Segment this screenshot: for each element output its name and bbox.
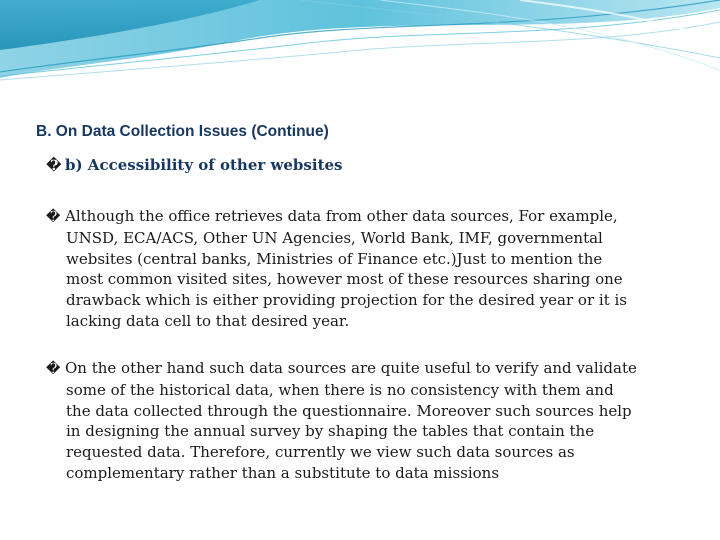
bullet-marker-icon: � bbox=[46, 209, 61, 225]
decorative-wave-banner bbox=[0, 0, 720, 100]
bullet-line: � On the other hand such data sources are quite useful to verify and validate bbox=[46, 358, 696, 380]
bullet-line: lacking data cell to that desired year. bbox=[66, 311, 350, 330]
subheading-text: b) Accessibility of other websites bbox=[65, 156, 343, 174]
bullet-line: UNSD, ECA/ACS, Other UN Agencies, World Bank, IMF, governmental bbox=[66, 228, 603, 247]
bullet-marker-icon: � bbox=[46, 361, 61, 377]
bullet-line: the data collected through the questionnaire. Moreover such sources help bbox=[66, 401, 632, 420]
bullet-line: websites (central banks, Ministries of Finance etc.)Just to mention the bbox=[66, 249, 603, 268]
bullet-line: in designing the annual survey by shaping the tables that contain the bbox=[66, 422, 595, 441]
subheading bbox=[46, 156, 343, 174]
bullet-marker-icon: � bbox=[46, 158, 62, 174]
bullet-line: complementary rather than a substitute to data missions bbox=[66, 463, 500, 482]
bullet-line: � Although the office retrieves data from other data sources, For example, bbox=[46, 206, 696, 228]
bullet-line: drawback which is either providing projection for the desired year or it is bbox=[66, 291, 627, 310]
bullet-line: requested data. Therefore, currently we view such data sources as bbox=[66, 443, 575, 462]
bullet-paragraph-2 bbox=[46, 358, 696, 484]
bullet-line: some of the historical data, when there is no consistency with them and bbox=[66, 380, 614, 399]
slide-title: B. On Data Collection Issues (Continue) bbox=[36, 123, 329, 140]
bullet-line: most common visited sites, however most of these resources sharing one bbox=[66, 270, 623, 289]
bullet-paragraph-1 bbox=[46, 206, 696, 332]
